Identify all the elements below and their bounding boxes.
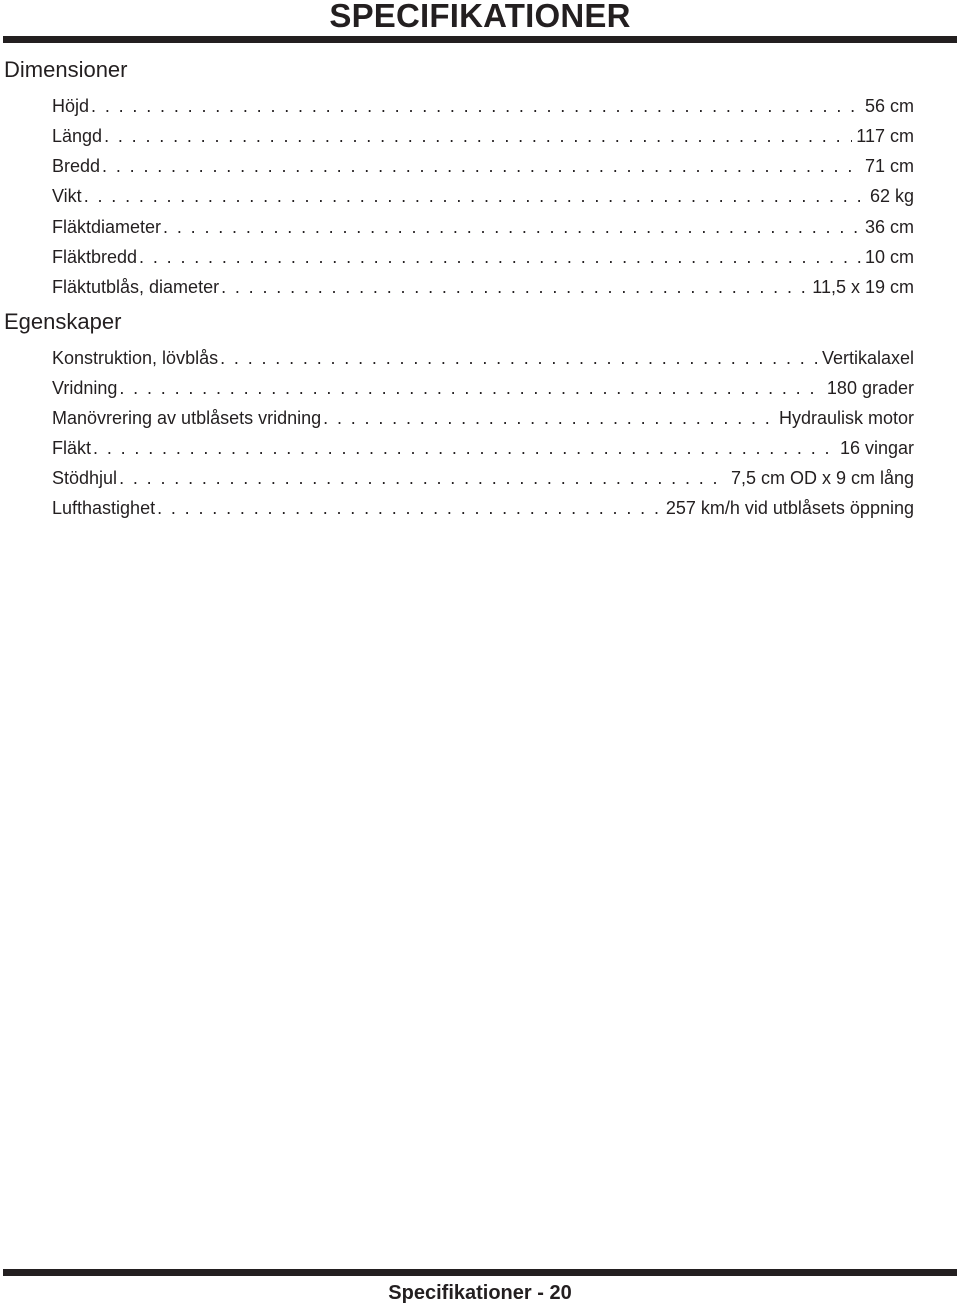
leader-dots (102, 154, 861, 178)
leader-dots (91, 94, 861, 118)
spec-value: 56 cm (864, 96, 914, 116)
spec-label: Bredd (52, 156, 101, 176)
spec-row-rotation (52, 376, 914, 400)
spec-label: Vikt (52, 186, 82, 206)
spec-label: Lufthastighet (52, 498, 156, 518)
spec-value: 11,5 x 19 cm (812, 277, 914, 297)
spec-value: 36 cm (864, 217, 914, 237)
spec-label: Manövrering av utblåsets vridning (52, 408, 322, 428)
spec-label: Vridning (52, 378, 118, 398)
spec-value: 180 grader (826, 378, 914, 398)
spec-label: Fläktdiameter (52, 217, 162, 237)
leader-dots (93, 436, 836, 460)
leader-dots (157, 496, 662, 520)
spec-row-fan-diameter (52, 215, 914, 239)
spec-value: 10 cm (864, 247, 914, 267)
spec-label: Stödhjul (52, 468, 118, 488)
spec-value: 117 cm (856, 126, 914, 146)
spec-label: Längd (52, 126, 103, 146)
spec-value: Hydraulisk motor (778, 408, 914, 428)
spec-value: 62 kg (869, 186, 914, 206)
spec-value: 71 cm (864, 156, 914, 176)
spec-row-fan-width (52, 245, 914, 269)
spec-label: Konstruktion, lövblås (52, 348, 219, 368)
spec-row-weight (52, 184, 914, 208)
leader-dots (220, 346, 818, 370)
spec-row-fan-outlet (52, 275, 914, 299)
leader-dots (119, 376, 823, 400)
leader-dots (119, 466, 727, 490)
spec-label: Höjd (52, 96, 90, 116)
spec-value: 16 vingar (839, 438, 914, 458)
spec-label: Fläktutblås, diameter (52, 277, 220, 297)
leader-dots (84, 184, 866, 208)
leader-dots (323, 406, 775, 430)
spec-row-length (52, 124, 914, 148)
spec-value: 257 km/h vid utblåsets öppning (665, 498, 914, 518)
spec-value: Vertikalaxel (821, 348, 914, 368)
spec-value: 7,5 cm OD x 9 cm lång (730, 468, 914, 488)
spec-label: Fläktbredd (52, 247, 138, 267)
leader-dots (163, 215, 861, 239)
spec-row-support-wheel (52, 466, 914, 490)
spec-row-rotation-control (52, 406, 914, 430)
leader-dots (139, 245, 861, 269)
page-title: SPECIFIKATIONER (329, 0, 631, 34)
top-rule (3, 36, 957, 43)
section-heading-dimensioner: Dimensioner (4, 57, 128, 82)
spec-row-width (52, 154, 914, 178)
section-heading-egenskaper: Egenskaper (4, 309, 122, 334)
spec-label: Fläkt (52, 438, 92, 458)
leader-dots (104, 124, 852, 148)
spec-row-fan (52, 436, 914, 460)
spec-row-air-speed (52, 496, 914, 520)
spec-row-height (52, 94, 914, 118)
bottom-rule (3, 1269, 957, 1276)
spec-row-construction (52, 346, 914, 370)
page-footer: Specifikationer - 20 (388, 1282, 572, 1304)
leader-dots (221, 275, 808, 299)
